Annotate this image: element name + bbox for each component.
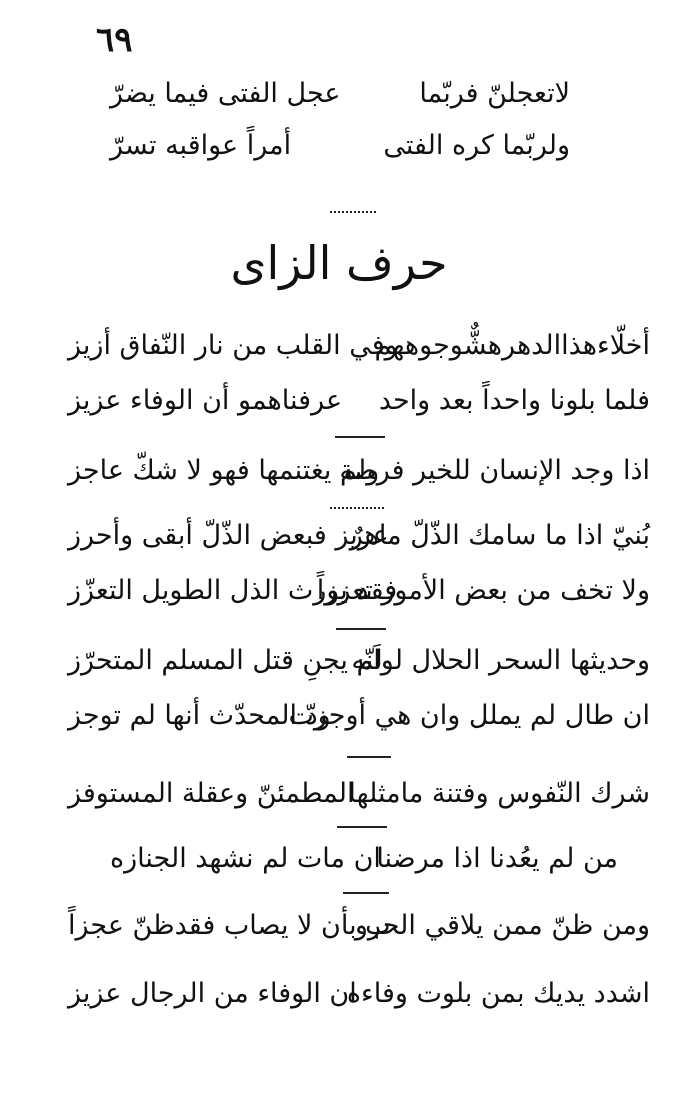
verse-hemistich-1: فلما بلونا واحداً بعد واحد xyxy=(378,385,650,416)
verse-divider xyxy=(337,826,387,828)
verse-hemistich-1: لاتعجلنّ فربّما xyxy=(419,78,570,109)
verse-hemistich-2: عرفناهمو أن الوفاء عزيز xyxy=(68,385,343,416)
verse-hemistich-1: شرك النّفوس وفتنة مامثلها xyxy=(348,778,650,809)
verse-divider xyxy=(347,756,391,758)
verse-hemistich-1: بُنيّ اذا ما سامك الذّلّ ماهرٌ xyxy=(349,520,650,551)
verse-hemistich-2: ان الوفاء من الرجال عزيز xyxy=(68,978,357,1009)
verse-hemistich-2: المطمئنّ وعقلة المستوفز xyxy=(68,778,355,809)
verse-hemistich-1: اشدد يديك بمن بلوت وفاءه xyxy=(346,978,650,1009)
section-title: حرف الزاى xyxy=(230,236,448,290)
verse-hemistich-2: ان مات لم نشهد الجنازه xyxy=(110,843,381,874)
verse-divider xyxy=(336,628,386,630)
verse-hemistich-1: وحديثها السحر الحلال لواَنّه xyxy=(351,645,650,676)
verse-hemistich-2: لم يجنِ قتل المسلم المتحرّز xyxy=(68,645,383,676)
verse-hemistich-1: ولا تخف من بعض الأمور تعززاً xyxy=(316,575,650,606)
verse-hemistich-2: عجل الفتى فيما يضرّ xyxy=(110,78,341,109)
verse-hemistich-2: ولم يغتنمها فهو لا شكّ عاجز xyxy=(68,455,380,486)
verse-hemistich-1: أخلّاءهذاالدهرهشٌّوجوههم xyxy=(374,330,650,361)
verse-divider xyxy=(343,892,389,894)
verse-hemistich-2: أمراً عواقبه تسرّ xyxy=(110,130,292,161)
verse-hemistich-2: وفي القلب من نار النّفاق أزيز xyxy=(68,330,398,361)
verse-hemistich-1: ومن ظنّ ممن يلاقي الحرو xyxy=(354,910,650,941)
section-divider xyxy=(330,211,376,213)
verse-hemistich-1: ولربّما كره الفتى xyxy=(383,130,570,161)
section-divider xyxy=(330,507,384,509)
verse-hemistich-1: ان طال لم يملل وان هي أوجزت xyxy=(288,700,650,731)
page-number: ٦٩ xyxy=(96,20,133,60)
verse-hemistich-2: ودّ المحدّث أنها لم توجز xyxy=(68,700,331,731)
verse-hemistich-1: اذا وجد الإنسان للخير فرصة xyxy=(339,455,650,486)
verse-divider xyxy=(335,436,385,438)
verse-hemistich-2: عزيز فبعض الذّلّ أبقى وأحرز xyxy=(68,520,389,551)
verse-hemistich-1: من لم يعُدنا اذا مرضنا xyxy=(376,843,618,874)
verse-hemistich-2: ب بأن لا يصاب فقدظنّ عجزاً xyxy=(68,910,391,941)
verse-hemistich-2: فقد يورث الذل الطويل التعزّز xyxy=(68,575,398,606)
